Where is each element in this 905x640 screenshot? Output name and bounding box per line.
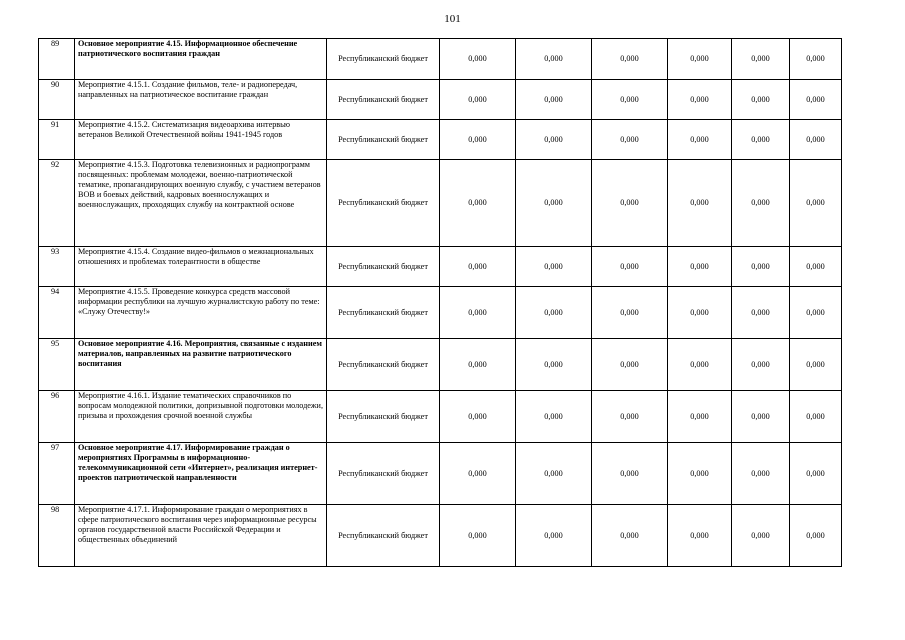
amount-cell: 0,000 (516, 120, 592, 160)
funding-source: Республиканский бюджет (327, 120, 440, 160)
amount-cell: 0,000 (592, 339, 668, 391)
activity-name: Мероприятие 4.17.1. Информирование граждан о мероприятиях в сфере патриотического воспитания через информационные ресурсы органов государственной власти Российской Федерации и общественных объединений (75, 505, 327, 567)
amount-cell: 0,000 (732, 120, 790, 160)
amount-cell: 0,000 (440, 160, 516, 247)
amount-cell: 0,000 (790, 443, 842, 505)
amount-cell: 0,000 (440, 247, 516, 287)
amount-cell: 0,000 (440, 287, 516, 339)
table-row (39, 80, 842, 120)
amount-cell: 0,000 (592, 160, 668, 247)
table-row (39, 443, 842, 505)
funding-source: Республиканский бюджет (327, 339, 440, 391)
amount-cell: 0,000 (790, 505, 842, 567)
funding-source: Республиканский бюджет (327, 391, 440, 443)
amount-cell: 0,000 (790, 160, 842, 247)
table-row (39, 247, 842, 287)
table-row (39, 339, 842, 391)
amount-cell: 0,000 (668, 391, 732, 443)
amount-cell: 0,000 (516, 247, 592, 287)
amount-cell: 0,000 (732, 80, 790, 120)
amount-cell: 0,000 (790, 391, 842, 443)
amount-cell: 0,000 (592, 247, 668, 287)
amount-cell: 0,000 (732, 505, 790, 567)
activity-name: Основное мероприятие 4.15. Информационное обеспечение патриотического воспитания граждан (75, 39, 327, 80)
table-row (39, 287, 842, 339)
amount-cell: 0,000 (592, 505, 668, 567)
amount-cell: 0,000 (732, 287, 790, 339)
amount-cell: 0,000 (668, 287, 732, 339)
amount-cell: 0,000 (592, 120, 668, 160)
amount-cell: 0,000 (516, 339, 592, 391)
page-number: 101 (444, 13, 461, 25)
amount-cell: 0,000 (668, 443, 732, 505)
activity-name: Мероприятие 4.16.1. Издание тематических справочников по вопросам молодежной политики, допризывной подготовки молодежи, призыва и прохождения срочной военной службы (75, 391, 327, 443)
row-number: 93 (39, 247, 75, 287)
table-row (39, 39, 842, 80)
row-number: 98 (39, 505, 75, 567)
amount-cell: 0,000 (440, 339, 516, 391)
activity-name: Основное мероприятие 4.17. Информирование граждан о мероприятиях Программы в информационно-телекоммуникационной сети «Интернет», реализация интернет-проектов патриотической направленности (75, 443, 327, 505)
row-number: 95 (39, 339, 75, 391)
amount-cell: 0,000 (440, 120, 516, 160)
amount-cell: 0,000 (668, 120, 732, 160)
row-number: 94 (39, 287, 75, 339)
amount-cell: 0,000 (516, 391, 592, 443)
row-number: 97 (39, 443, 75, 505)
amount-cell: 0,000 (790, 39, 842, 80)
amount-cell: 0,000 (668, 339, 732, 391)
amount-cell: 0,000 (516, 160, 592, 247)
amount-cell: 0,000 (592, 391, 668, 443)
table-row (39, 505, 842, 567)
amount-cell: 0,000 (440, 443, 516, 505)
activity-name: Основное мероприятие 4.16. Мероприятия, связанные с изданием материалов, направленных на развитие патриотического воспитания (75, 339, 327, 391)
row-number: 89 (39, 39, 75, 80)
funding-source: Республиканский бюджет (327, 247, 440, 287)
amount-cell: 0,000 (668, 80, 732, 120)
amount-cell: 0,000 (790, 80, 842, 120)
amount-cell: 0,000 (668, 160, 732, 247)
funding-source: Республиканский бюджет (327, 443, 440, 505)
funding-source: Республиканский бюджет (327, 287, 440, 339)
amount-cell: 0,000 (790, 287, 842, 339)
amount-cell: 0,000 (732, 339, 790, 391)
row-number: 96 (39, 391, 75, 443)
amount-cell: 0,000 (668, 39, 732, 80)
amount-cell: 0,000 (440, 505, 516, 567)
funding-source: Республиканский бюджет (327, 39, 440, 80)
amount-cell: 0,000 (790, 247, 842, 287)
table-body (39, 39, 842, 567)
amount-cell: 0,000 (668, 505, 732, 567)
amount-cell: 0,000 (732, 247, 790, 287)
amount-cell: 0,000 (592, 287, 668, 339)
amount-cell: 0,000 (790, 339, 842, 391)
amount-cell: 0,000 (516, 443, 592, 505)
amount-cell: 0,000 (592, 39, 668, 80)
amount-cell: 0,000 (516, 80, 592, 120)
amount-cell: 0,000 (732, 39, 790, 80)
activity-name: Мероприятие 4.15.4. Создание видео-фильмов о межнациональных отношениях и проблемах толерантности в обществе (75, 247, 327, 287)
activity-name: Мероприятие 4.15.5. Проведение конкурса средств массовой информации республики на лучшую журналистскую работу по теме: «Служу Отечеству!» (75, 287, 327, 339)
amount-cell: 0,000 (592, 80, 668, 120)
amount-cell: 0,000 (732, 160, 790, 247)
table-row (39, 391, 842, 443)
amount-cell: 0,000 (440, 39, 516, 80)
budget-table (38, 38, 842, 567)
amount-cell: 0,000 (440, 391, 516, 443)
table-row (39, 120, 842, 160)
row-number: 92 (39, 160, 75, 247)
amount-cell: 0,000 (516, 287, 592, 339)
row-number: 90 (39, 80, 75, 120)
amount-cell: 0,000 (668, 247, 732, 287)
amount-cell: 0,000 (592, 443, 668, 505)
amount-cell: 0,000 (790, 120, 842, 160)
activity-name: Мероприятие 4.15.3. Подготовка телевизионных и радиопрограмм посвященных: проблемам молодежи, военно-патриотической тематике, пропагандирующих военную службу, с участием ветеранов ВОВ и боевых действий, кадровых военнослужащих и военнослужащих, проходящих службу на контрактной основе (75, 160, 327, 247)
funding-source: Республиканский бюджет (327, 505, 440, 567)
amount-cell: 0,000 (440, 80, 516, 120)
activity-name: Мероприятие 4.15.2. Систематизация видеоархива интервью ветеранов Великой Отечественной войны 1941-1945 годов (75, 120, 327, 160)
amount-cell: 0,000 (516, 505, 592, 567)
amount-cell: 0,000 (516, 39, 592, 80)
funding-source: Республиканский бюджет (327, 160, 440, 247)
table-row (39, 160, 842, 247)
amount-cell: 0,000 (732, 391, 790, 443)
amount-cell: 0,000 (732, 443, 790, 505)
row-number: 91 (39, 120, 75, 160)
activity-name: Мероприятие 4.15.1. Создание фильмов, теле- и радиопередач, направленных на патриотическое воспитание граждан (75, 80, 327, 120)
funding-source: Республиканский бюджет (327, 80, 440, 120)
